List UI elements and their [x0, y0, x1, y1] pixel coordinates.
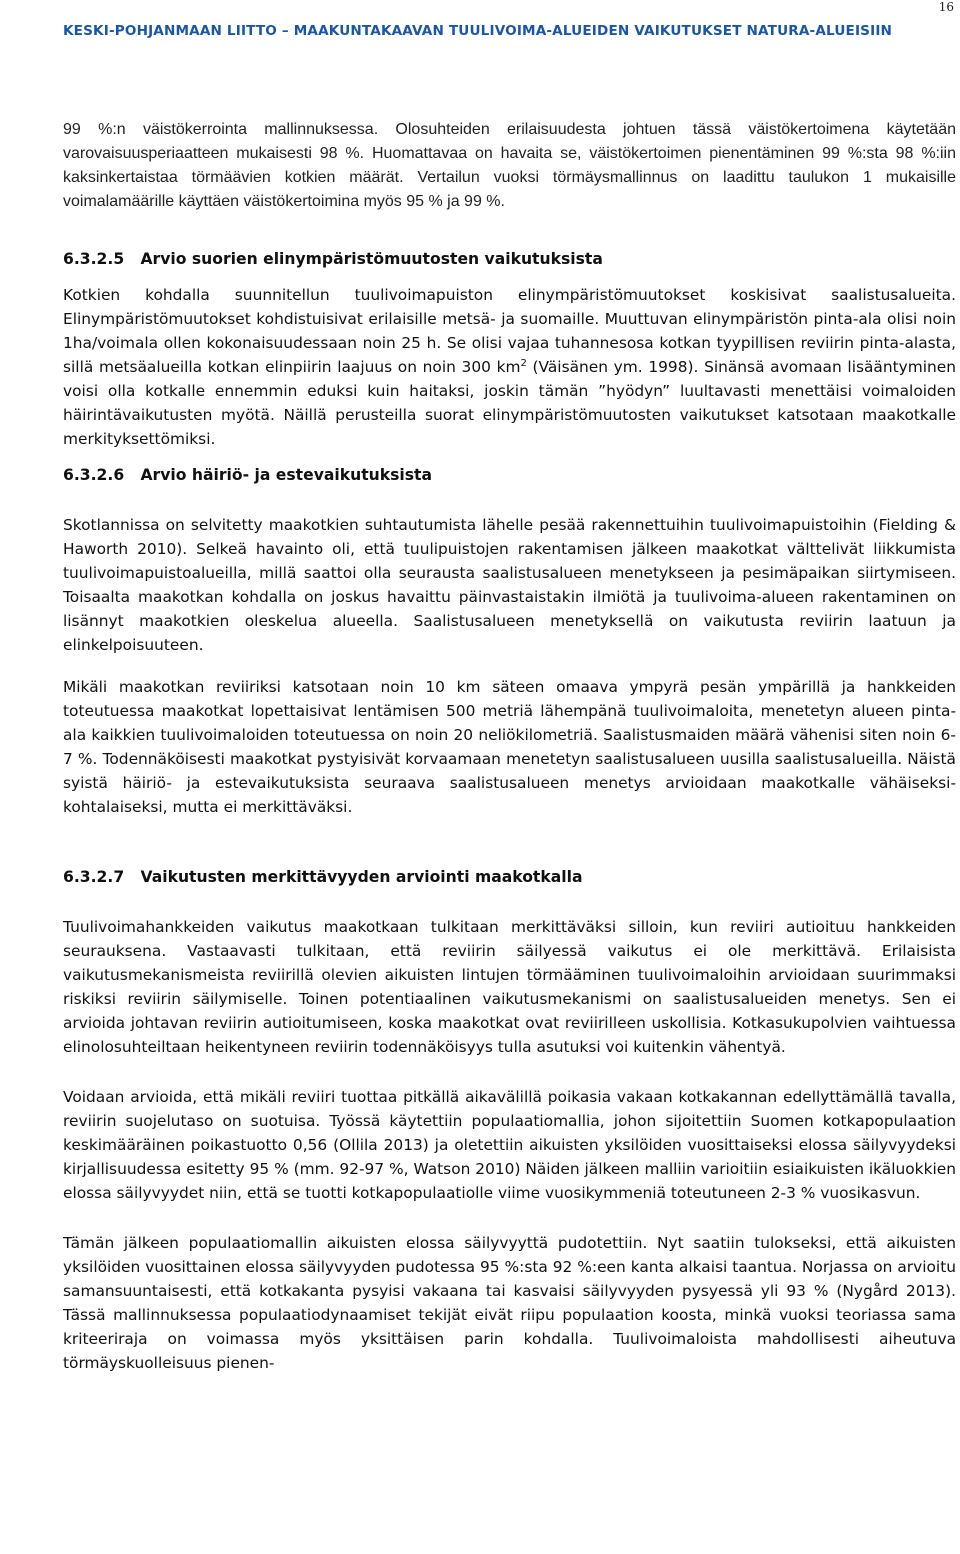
running-header: KESKI-POHJANMAAN LIITTO – MAAKUNTAKAAVAN TUULIVOIMA-ALUEIDEN VAIKUTUKSET NATURA-ALUEISIIN [63, 23, 893, 39]
intro-paragraph: 99 %:n väistökerrointa mallinnuksessa. Olosuhteiden erilaisuudesta johtuen tässä väistökertoimena käytetään varovaisuusperiaatteen mukaisesti 98 %. Huomattavaa on havaita se, väistökertoimen pienentäminen 99 %:sta 98 %:iin kaksinkertaistaa törmäävien kotkien määrät. Vertailun vuoksi törmäysmallinnus on laadittu taulukon 1 mukaisille voimalamäärille käyttäen väistökertoimina myös 95 % ja 99 %. [63, 121, 956, 210]
section-title: Arvio häiriö- ja estevaikutuksista [140, 466, 433, 484]
section-paragraph [63, 283, 956, 451]
section-heading-6-3-2-6 [63, 463, 956, 487]
document-body [63, 118, 956, 1375]
section-title: Arvio suorien elinympäristömuutosten vaikutuksista [140, 250, 603, 268]
section-number: 6.3.2.6 [63, 466, 125, 484]
section-number: 6.3.2.5 [63, 250, 125, 268]
section-paragraph: Skotlannissa on selvitetty maakotkien suhtautumista lähelle pesää rakennettuihin tuulivoimapuistoihin (Fielding & Haworth 2010). Selkeä havainto oli, että tuulipuistojen rakentamisen jälkeen maakotkat välttelivät liikkumista tuulivoimapuistoalueilla, millä saattoi olla seurausta saalistusalueen menetykseen ja pesimäpaikan siirtymiseen. Toisaalta maakotkan kohdalla on joskus havaittu päinvastaistakin ilmiötä ja tuulivoima-alueen rakentaminen on lisännyt maakotkien oleskelua alueella. Saalistusalueen menetyksellä on vaikutusta reviirin laatuun ja elinkelpoisuuteen. [63, 516, 956, 654]
section-paragraph: Tämän jälkeen populaatiomallin aikuisten elossa säilyvyyttä pudotettiin. Nyt saatiin tulokseksi, että aikuisten yksilöiden vuosittainen elossa säilyvyyden pudotessa 95 %:sta 92 %:een kanta alkaisi taantua. Norjassa on arvioitu samansuuntaisesti, että kotkakanta pysyisi vakaana tai kasvaisi säilyvyyden pysyessä yli 93 % (Nygård 2013). Tässä mallinnuksessa populaatiodynaamiset tekijät eivät riipu populaation koosta, minkä vuoksi teoriassa sama kriteeriraja on voimassa myös yksittäisen parin kohdalla. Tuulivoimaloista mahdollisesti aiheutuva törmäyskuolleisuus pienen- [63, 1234, 956, 1372]
superscript: 2 [520, 357, 527, 369]
section-heading-6-3-2-5 [63, 247, 956, 271]
paragraph-text: (Väisänen ym. 1998). Sinänsä avomaan lisääntyminen voisi olla kotkalle ennemmin eduksi kuin haitaksi, joskin tämän ”hyödyn” luultavasti menettäisi voimaloiden häirintävaikutusten myötä. Näillä perusteilla suorat elinympäristömuutosten vaikutukset katsotaan maakotkalle merkityksettömiksi. [63, 358, 956, 448]
section-paragraph: Mikäli maakotkan reviiriksi katsotaan noin 10 km säteen omaava ympyrä pesän ympärillä ja hankkeiden toteutuessa maakotkat lopettaisivat lentämisen 500 metriä lähempänä tuulivoimaloita, menetetyn alueen pinta-ala kaikkien tuulivoimaloiden toteutuessa on noin 20 neliökilometriä. Saalistusmaiden määrä vähenisi siten noin 6-7 %. Todennäköisesti maakotkat pystyisivät korvaamaan menetetyn saalistusalueen uusilla saalistusalueilla. Näistä syistä häiriö- ja estevaikutuksista seuraava saalistusalueen menetys arvioidaan maakotkalle vähäiseksi-kohtalaiseksi, mutta ei merkittäväksi. [63, 678, 956, 816]
section-heading-6-3-2-7 [63, 865, 956, 889]
page-number: 16 [938, 0, 954, 14]
section-paragraph: Voidaan arvioida, että mikäli reviiri tuottaa pitkällä aikavälillä poikasia vakaan kotkakannan edellyttämällä tavalla, reviirin suojelutaso on suotuisa. Työssä käytettiin populaatiomallia, johon sijoitettiin Suomen kotkapopulaation keskimääräinen poikastuotto 0,56 (Ollila 2013) ja oletettiin aikuisten yksilöiden vuosittaiseksi elossa säilyvyydeksi kirjallisuudessa esitetty 95 % (mm. 92-97 %, Watson 2010) Näiden jälkeen malliin varioitiin esiaikuisten ikäluokkien elossa säilyvyydet niin, että se tuotti kotkapopulaatiolle viime vuosikymmeniä toteutuneen 2-3 % vuosikasvun. [63, 1088, 956, 1202]
section-paragraph: Tuulivoimahankkeiden vaikutus maakotkaan tulkitaan merkittäväksi silloin, kun reviiri autioituu hankkeiden seurauksena. Vastaavasti tulkitaan, että reviirin säilyessä vaikutus ei ole merkittävä. Erilaisista vaikutusmekanismeista reviirillä olevien aikuisten lintujen törmääminen tuulivoimaloihin arvioidaan suurimmaksi riskiksi reviirin säilymiselle. Toinen potentiaalinen vaikutusmekanismi on saalistusalueiden menetys. Sen ei arvioida johtavan reviirin autioitumiseen, koska maakotkat ovat reviirilleen uskollisia. Kotkasukupolvien vaihtuessa elinolosuhteiltaan heikentyneen reviirin todennäköisyys tulla asutuksi voi kuitenkin vähentyä. [63, 918, 956, 1056]
section-number: 6.3.2.7 [63, 868, 125, 886]
section-title: Vaikutusten merkittävyyden arviointi maakotkalla [140, 868, 583, 886]
paragraph-text: Kotkien kohdalla suunnitellun tuulivoimapuiston elinympäristömuutokset koskisivat saalistusalueita. Elinympäristömuutokset kohdistuisivat erilaisille metsä- ja suomaille. Muuttuvan elinympäristön pinta-ala olisi noin 1ha/voimala ollen kokonaisuudessaan noin 25 h. Se olisi vajaa tuhannesosa kotkan tyypillisen reviirin pinta-alasta, sillä metsäalueilla kotkan elinpiirin laajuus on noin 300 km [63, 286, 956, 376]
